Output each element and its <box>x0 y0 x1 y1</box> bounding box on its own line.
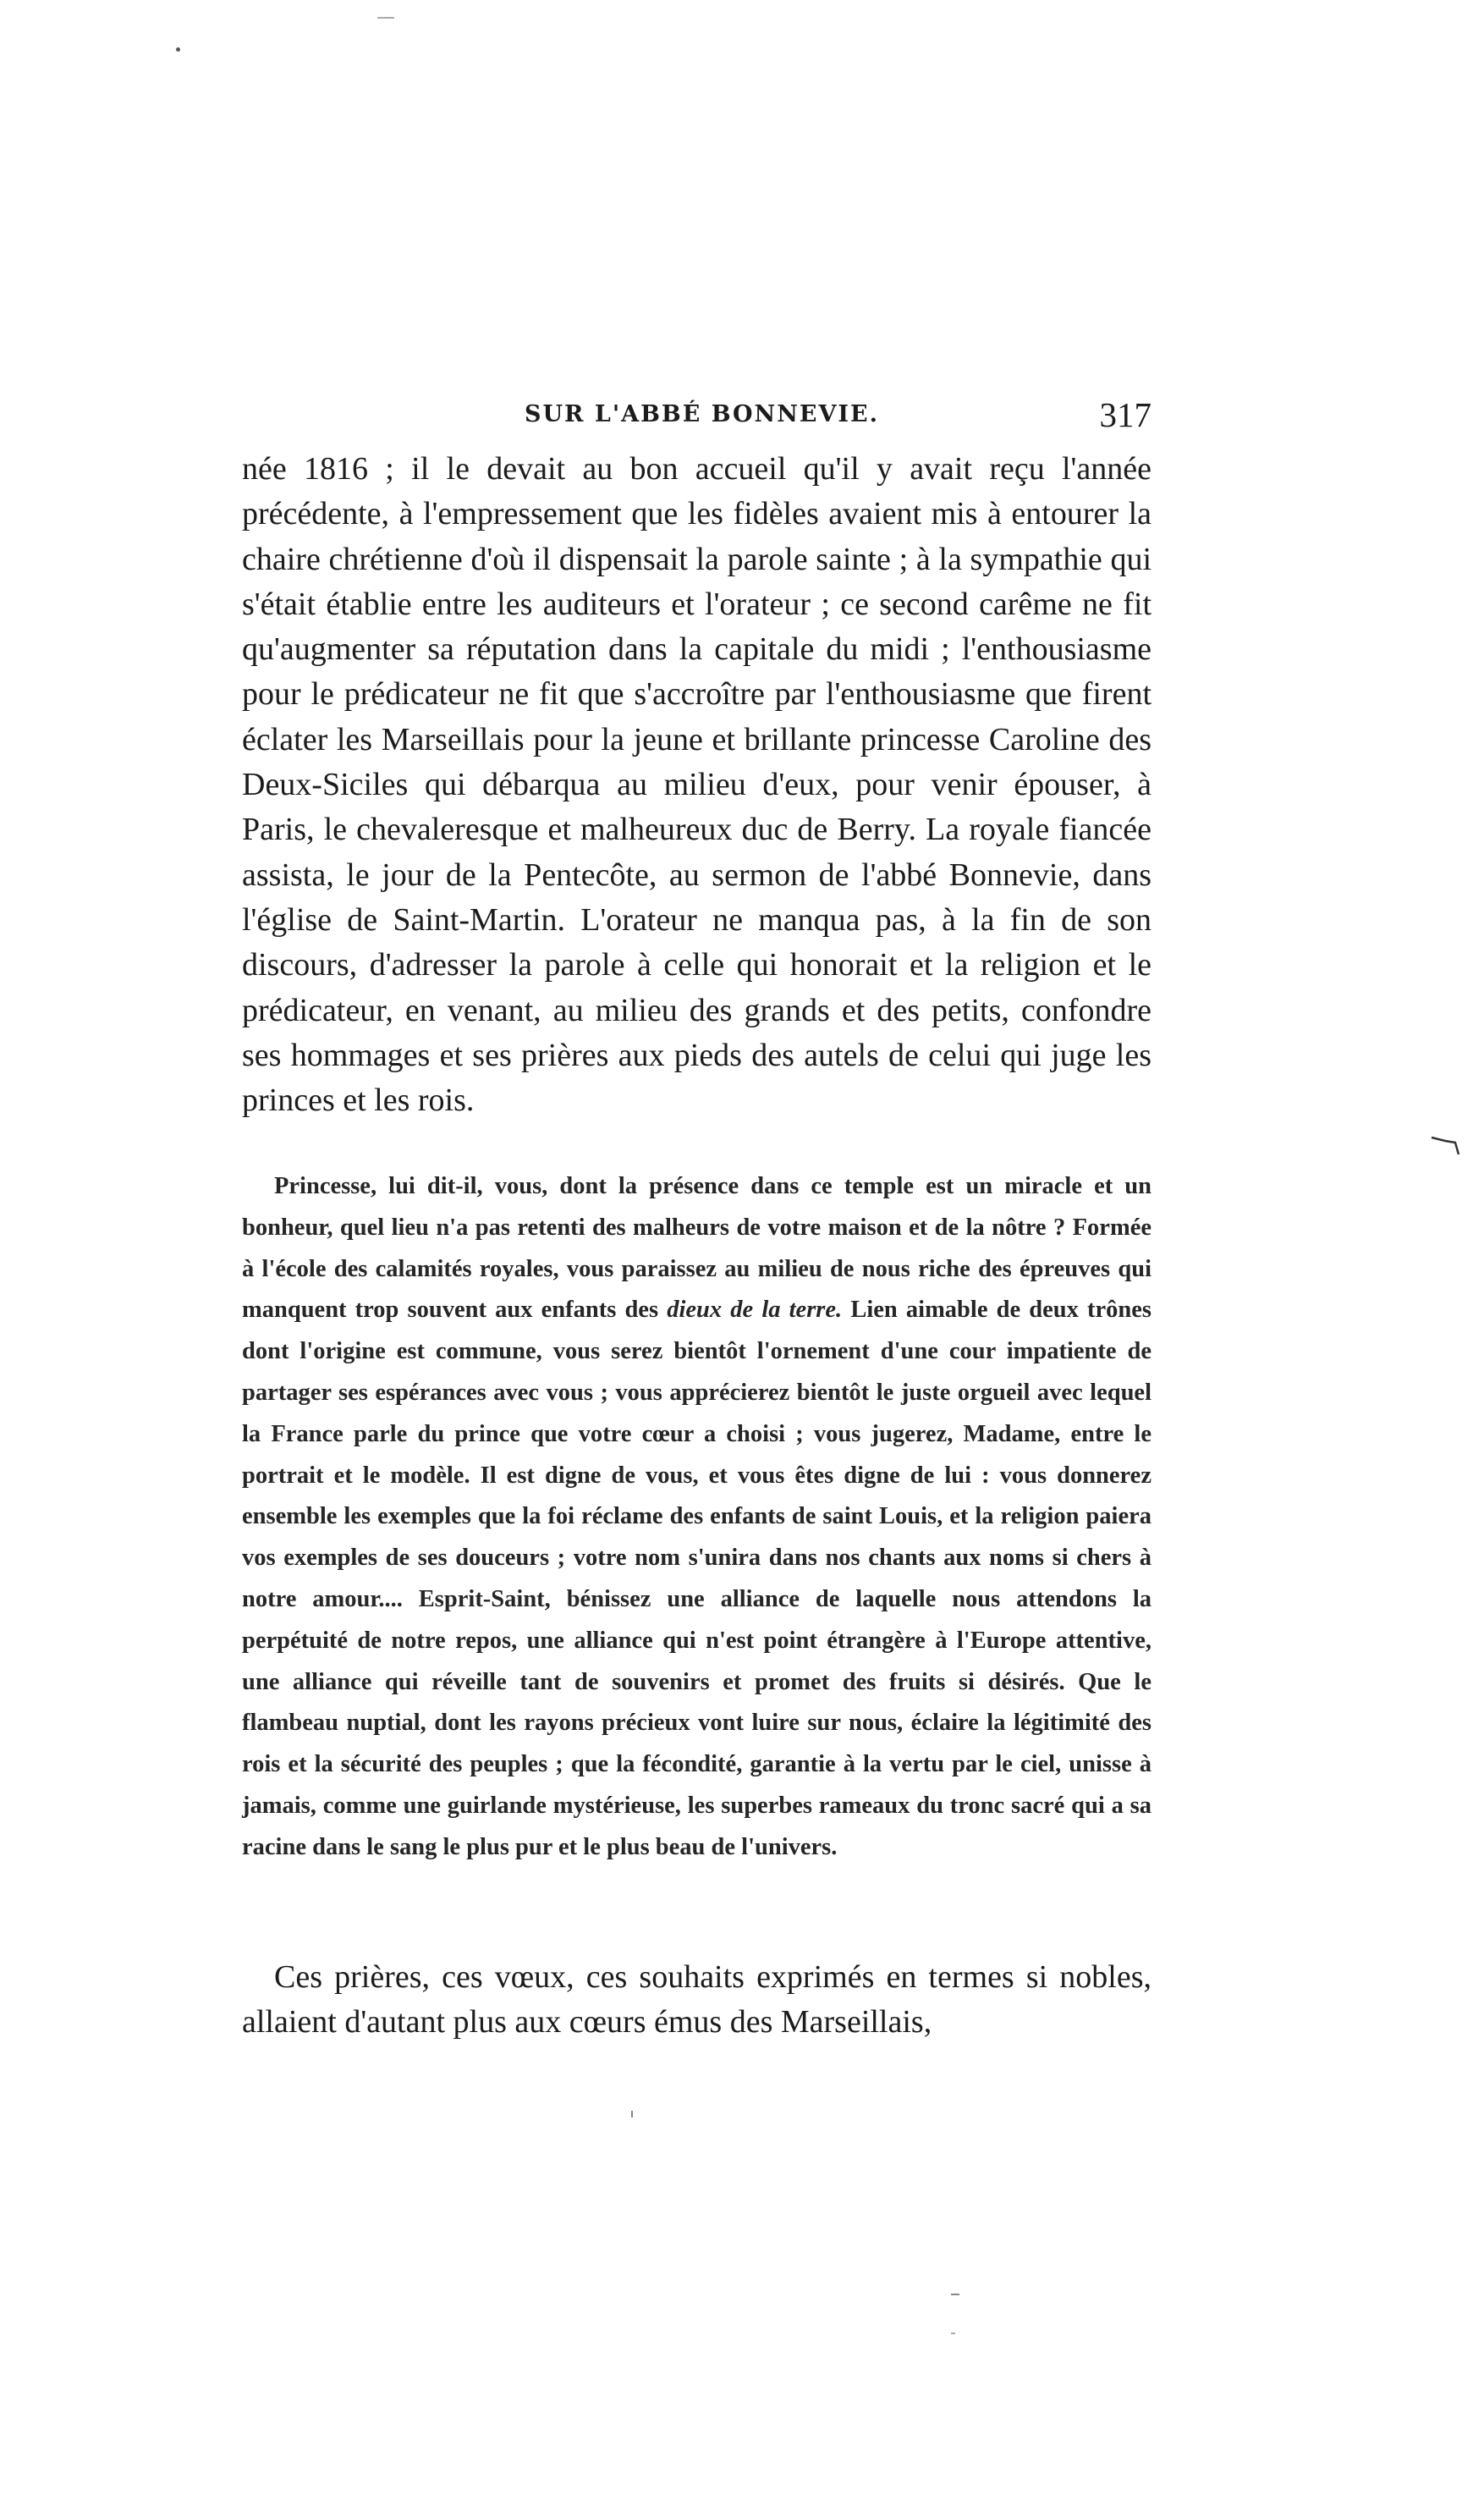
quote-text-end: Lien aimable de deux trônes dont l'origine est commune, vous serez bientôt l'ornement d'une cour impatiente de partager ses espérances avec vous ; vous apprécierez bientôt le juste orgueil avec lequel la France parle du prince que votre cœur a choisi ; vous jugerez, Madame, entre le portrait et le modèle. Il est digne de vous, et vous êtes digne de lui : vous donnerez ensemble les exemples que la foi réclame des enfants de saint Louis, et la religion paiera vos exemples de ses douceurs ; votre nom s'unira dans nos chants aux noms si chers à notre amour.... Esprit-Saint, bénissez une alliance de laquelle nous attendons la perpétuité de notre repos, une alliance qui n'est point étrangère à l'Europe attentive, une alliance qui réveille tant de souvenirs et promet des fruits si désirés. Que le flambeau nuptial, dont les rayons précieux vont luire sur nous, éclaire la légitimité des rois et la sécurité des peuples ; que la fécondité, garantie à la vertu par le ciel, unisse à jamais, comme une guirlande mystérieuse, les superbes rameaux du tronc sacré qui a sa racine dans le sang le plus pur et le plus beau de l'univers. <box>242 1297 1152 1860</box>
margin-mark-icon <box>1430 1132 1460 1158</box>
paragraph-text: Ces prières, ces vœux, ces souhaits exprimés en termes si nobles, allaient d'autant plus aux cœurs émus des Marseillais, <box>242 1959 1151 2041</box>
paragraph-text: née 1816 ; il le devait au bon accueil qu'il y avait reçu l'année précédente, à l'empressement que les fidèles avaient mis à entourer la chaire chrétienne d'où il dispensait la parole sainte ; à la sympathie qui s'était établie entre les auditeurs et l'orateur ; ce second carême ne fit qu'augmenter sa réputation dans la capitale du midi ; l'enthousiasme pour le prédicateur ne fit que s'accroître par l'enthousiasme que firent éclater les Marseillais pour la jeune et brillante princesse Caroline des Deux-Siciles qui débarqua au milieu d'eux, pour venir épouser, à Paris, le chevaleresque et malheureux duc de Berry. La royale fiancée assista, le jour de la Pentecôte, au sermon de l'abbé Bonnevie, dans l'église de Saint-Martin. L'orateur ne manqua pas, à la fin de son discours, d'adresser la parole à celle qui honorait et la religion et le prédicateur, en venant, au milieu des grands et des petits, confondre ses hommages et ses prières aux pieds des autels de celui qui juge les princes et les rois. <box>242 451 1151 1119</box>
page-header <box>242 391 1151 442</box>
quote-emphasis: dieux de la terre. <box>667 1297 843 1324</box>
main-paragraph <box>242 447 1151 1123</box>
print-speck <box>951 2294 959 2295</box>
quote-text <box>242 1166 1151 1869</box>
closing-paragraph <box>242 1955 1151 2046</box>
running-title: SUR L'ABBÉ BONNEVIE. <box>525 401 880 427</box>
print-speck <box>951 2333 955 2334</box>
print-speck <box>176 47 180 52</box>
sermon-quote <box>242 1166 1151 1869</box>
print-speck <box>377 17 394 19</box>
print-speck <box>631 2111 633 2118</box>
quote-text-start: Princesse, lui dit-il, vous, dont la présence dans ce temple est un miracle et un bonheur, quel lieu n'a pas retenti des malheurs de votre maison et de la nôtre ? Formée à l'école des calamités royales, vous paraissez au milieu de nous riche des épreuves qui manquent trop souvent aux enfants des <box>242 1173 1151 1324</box>
page-number: 317 <box>1099 395 1151 434</box>
